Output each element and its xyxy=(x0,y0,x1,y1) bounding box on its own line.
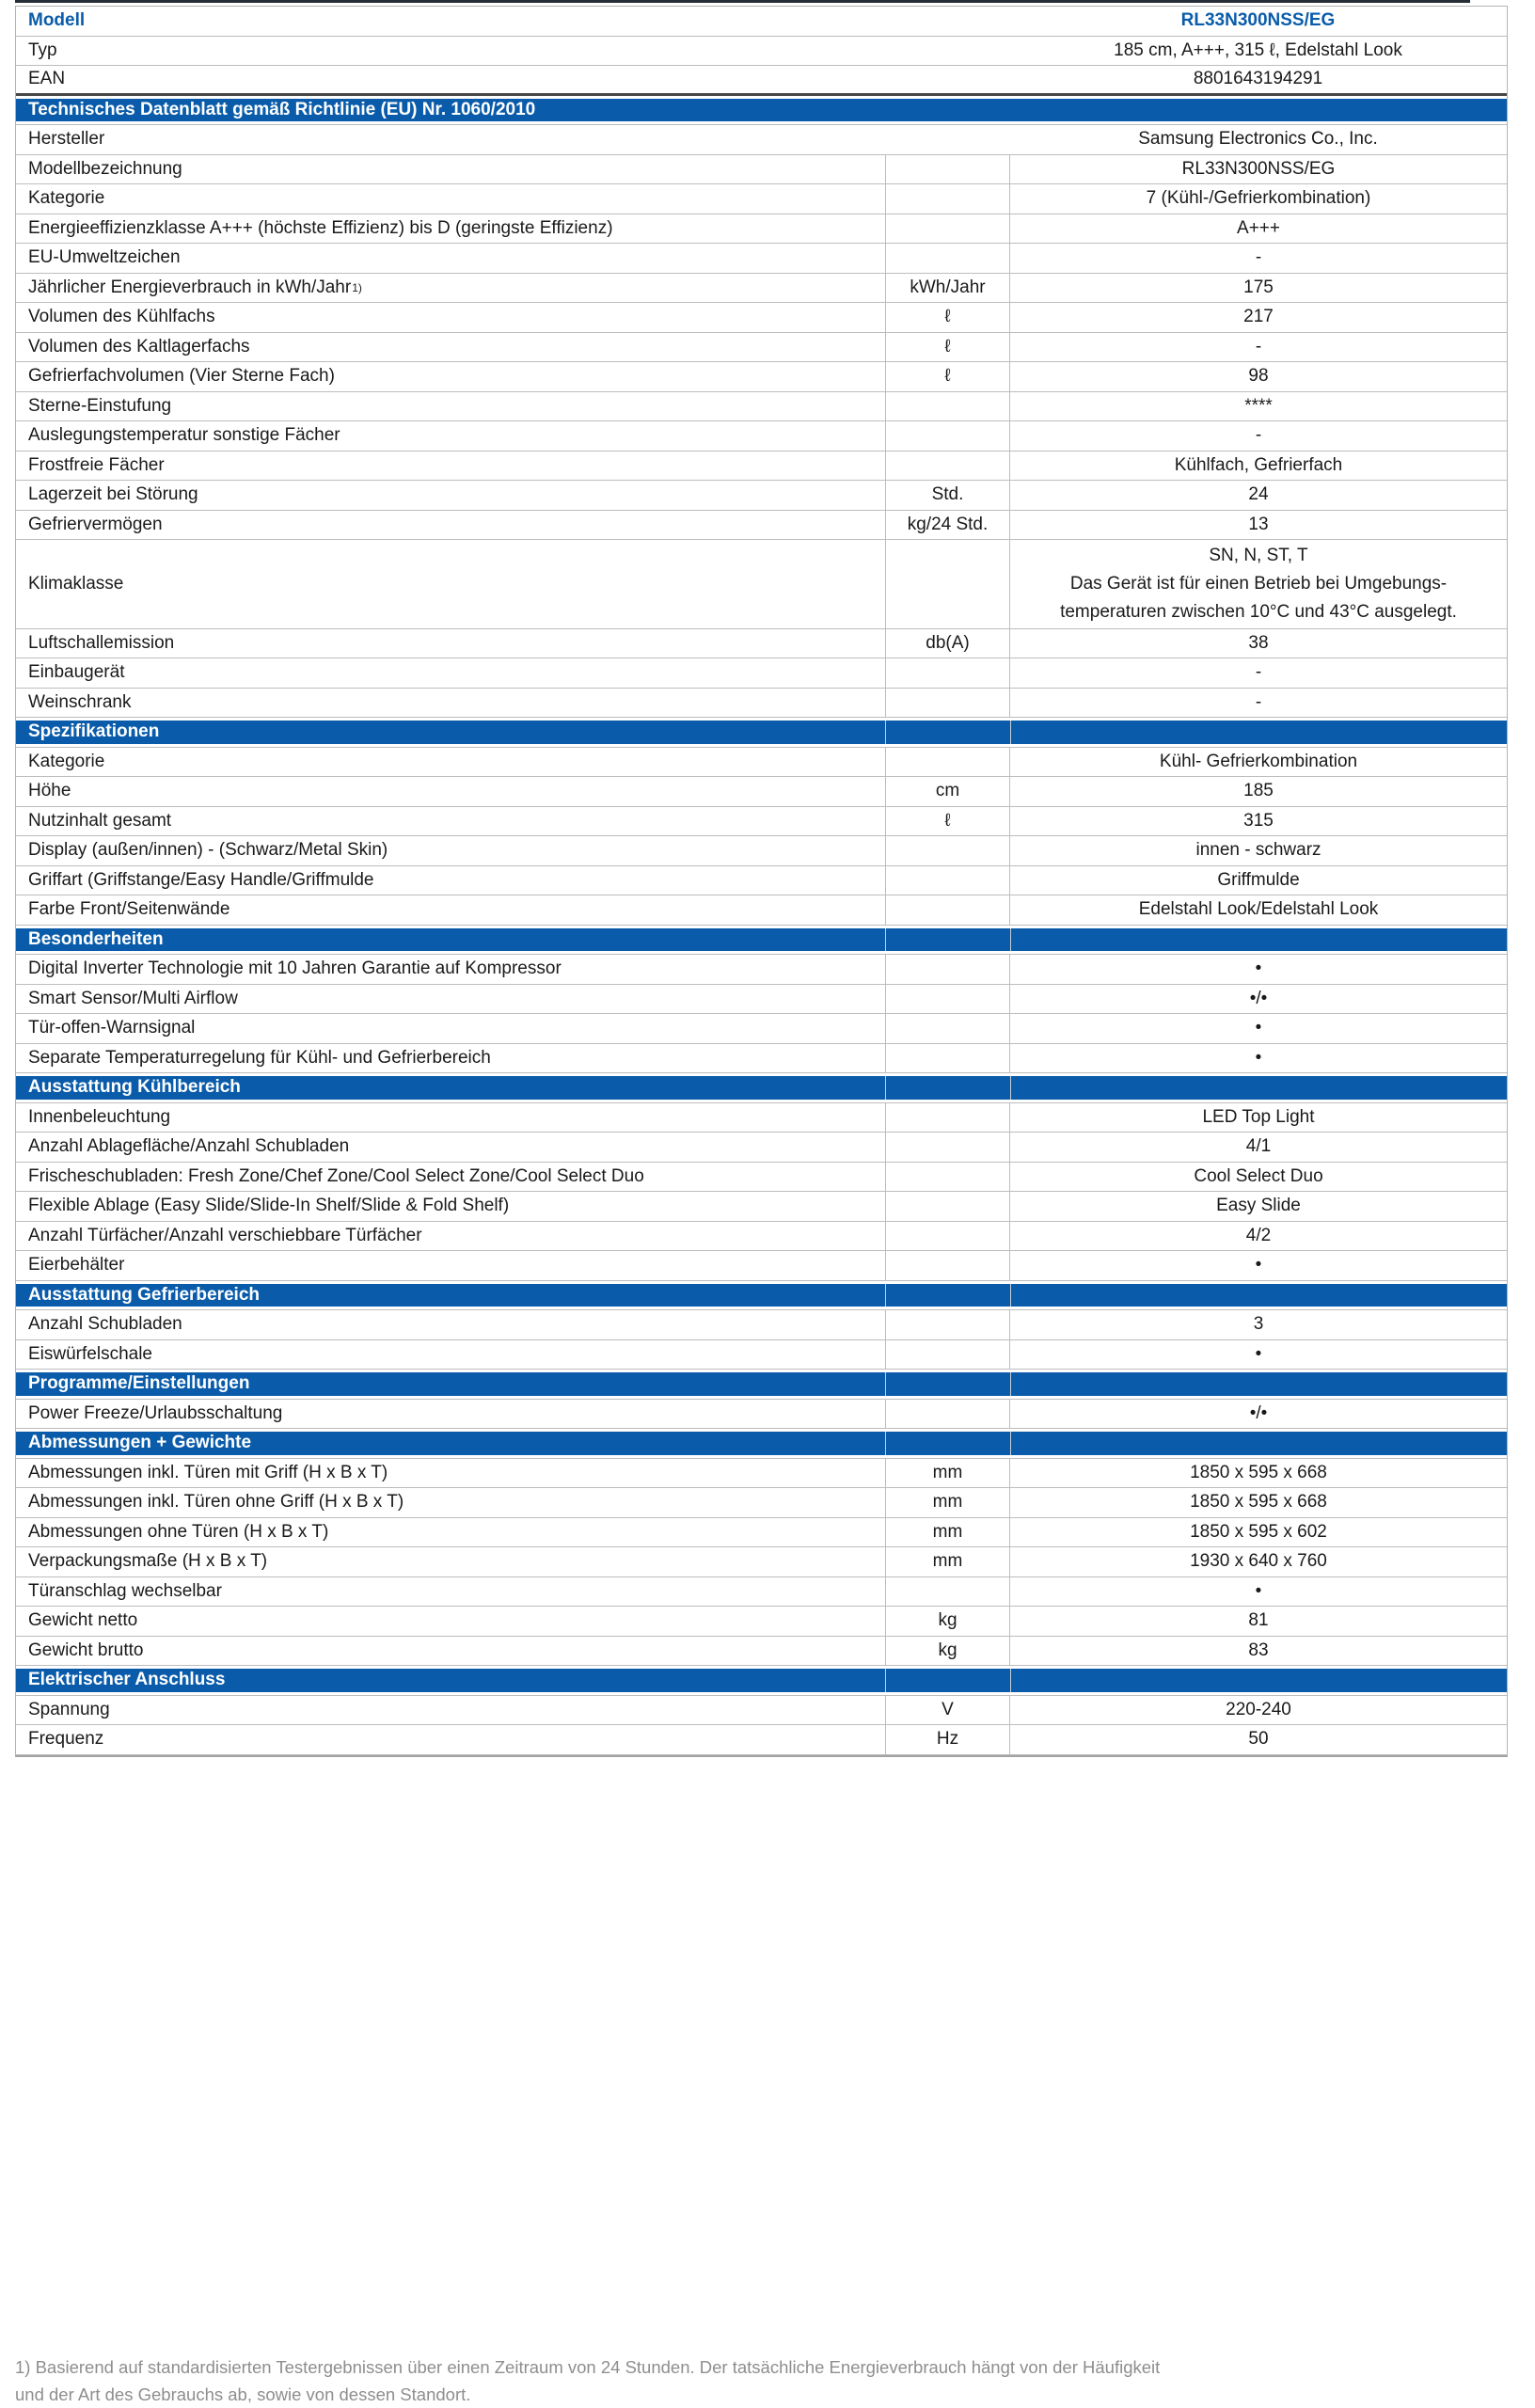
table-row xyxy=(16,748,1507,778)
section-header-row xyxy=(16,1666,1507,1696)
row-unit xyxy=(885,184,1009,214)
row-label: Weinschrank xyxy=(28,691,132,712)
row-value: 3 xyxy=(1009,1310,1507,1339)
section-header-label: Ausstattung Gefrierbereich xyxy=(16,1284,1507,1307)
row-label: Frischeschubladen: Fresh Zone/Chef Zone/Cool Select Zone/Cool Select Duo xyxy=(28,1165,644,1186)
row-unit: kWh/Jahr xyxy=(885,274,1009,303)
row-unit: ℓ xyxy=(885,807,1009,836)
footnote xyxy=(15,2353,1160,2408)
row-unit xyxy=(885,1044,1009,1073)
spec-table xyxy=(15,6,1508,1757)
row-label: Gewicht netto xyxy=(28,1610,138,1631)
section-header-row xyxy=(16,1281,1507,1311)
row-value: • xyxy=(1009,1340,1507,1370)
table-row xyxy=(16,1044,1507,1074)
row-value: Griffmulde xyxy=(1009,866,1507,895)
row-label: Türanschlag wechselbar xyxy=(28,1580,222,1601)
row-value: • xyxy=(1009,955,1507,984)
row-label: Verpackungsmaße (H x B x T) xyxy=(28,1551,268,1572)
table-row xyxy=(16,7,1507,37)
row-unit: kg xyxy=(885,1607,1009,1636)
column-divider xyxy=(885,1669,886,1692)
row-label: Anzahl Ablagefläche/Anzahl Schubladen xyxy=(28,1136,350,1157)
row-unit xyxy=(885,1251,1009,1280)
footnote-line-2: und der Art des Gebrauchs ab, sowie von dessen Standort. xyxy=(15,2384,471,2404)
row-value: A+++ xyxy=(1009,214,1507,244)
column-divider xyxy=(1010,928,1011,952)
row-label: Hersteller xyxy=(28,129,105,150)
table-row xyxy=(16,1340,1507,1370)
footnote-line-1: 1) Basierend auf standardisierten Testergebnissen über einen Zeitraum von 24 Stunden. Der tatsächliche Energieverbrauch hängt von der Häufigkeit xyxy=(15,2357,1161,2377)
row-label: Gefriervermögen xyxy=(28,514,163,534)
row-value: 1850 x 595 x 668 xyxy=(1009,1488,1507,1517)
row-value: 1850 x 595 x 668 xyxy=(1009,1459,1507,1488)
column-divider xyxy=(885,1372,886,1396)
row-label: Spannung xyxy=(28,1699,110,1719)
row-label: Modellbezeichnung xyxy=(28,158,182,179)
row-label: Eiswürfelschale xyxy=(28,1343,152,1364)
row-label: Volumen des Kaltlagerfachs xyxy=(28,336,250,356)
table-row xyxy=(16,985,1507,1015)
row-unit xyxy=(885,7,1009,36)
row-label: Luftschallemission xyxy=(28,632,175,653)
section-header-row xyxy=(16,718,1507,748)
row-value: 98 xyxy=(1009,362,1507,391)
row-value: • xyxy=(1009,1251,1507,1280)
table-row xyxy=(16,421,1507,452)
table-row xyxy=(16,1133,1507,1163)
row-unit: db(A) xyxy=(885,629,1009,658)
row-value: 1930 x 640 x 760 xyxy=(1009,1547,1507,1576)
table-row xyxy=(16,866,1507,896)
row-value: 83 xyxy=(1009,1637,1507,1666)
row-label: Tür-offen-Warnsignal xyxy=(28,1018,196,1038)
row-value: RL33N300NSS/EG xyxy=(1009,155,1507,184)
row-label: Volumen des Kühlfachs xyxy=(28,307,215,327)
table-row xyxy=(16,777,1507,807)
row-label: Sterne-Einstufung xyxy=(28,395,172,416)
row-label: Nutzinhalt gesamt xyxy=(28,810,172,831)
table-row xyxy=(16,955,1507,985)
table-row xyxy=(16,1459,1507,1489)
row-value-line: temperaturen zwischen 10°C und 43°C ausgelegt. xyxy=(1060,601,1457,622)
row-unit xyxy=(885,985,1009,1014)
row-label: Anzahl Türfächer/Anzahl verschiebbare Türfächer xyxy=(28,1225,422,1245)
table-row xyxy=(16,244,1507,274)
table-row xyxy=(16,155,1507,185)
row-value: 185 xyxy=(1009,777,1507,806)
table-row xyxy=(16,1518,1507,1548)
table-row xyxy=(16,1637,1507,1667)
section-header-label: Programme/Einstellungen xyxy=(16,1372,1507,1396)
table-row xyxy=(16,1400,1507,1430)
row-label: EU-Umweltzeichen xyxy=(28,247,181,268)
row-label: Digital Inverter Technologie mit 10 Jahren Garantie auf Kompressor xyxy=(28,958,562,979)
row-unit: ℓ xyxy=(885,333,1009,362)
row-label: Abmessungen inkl. Türen mit Griff (H x B x T) xyxy=(28,1462,388,1482)
row-label: Abmessungen inkl. Türen ohne Griff (H x B x T) xyxy=(28,1492,404,1513)
section-header-row xyxy=(16,1073,1507,1103)
row-value-line: SN, N, ST, T xyxy=(1209,545,1308,565)
row-value: 8801643194291 xyxy=(1193,69,1323,89)
row-unit xyxy=(885,37,1009,66)
row-unit xyxy=(885,658,1009,688)
row-value: 185 cm, A+++, 315 ℓ, Edelstahl Look xyxy=(1114,40,1402,60)
table-row xyxy=(16,303,1507,333)
row-value: Edelstahl Look/Edelstahl Look xyxy=(1009,895,1507,925)
section-header-row xyxy=(16,926,1507,956)
table-row xyxy=(16,125,1507,155)
table-row xyxy=(16,37,1507,67)
row-unit xyxy=(885,748,1009,777)
table-row xyxy=(16,184,1507,214)
table-row xyxy=(16,1577,1507,1608)
row-value xyxy=(1009,540,1507,628)
table-row xyxy=(16,1014,1507,1044)
row-unit xyxy=(885,392,1009,421)
row-unit xyxy=(885,452,1009,481)
row-label: Kategorie xyxy=(28,751,105,771)
row-unit xyxy=(885,866,1009,895)
row-label: Auslegungstemperatur sonstige Fächer xyxy=(28,425,340,446)
row-label: Frostfreie Fächer xyxy=(28,454,165,475)
row-value: • xyxy=(1009,1577,1507,1607)
row-value: - xyxy=(1009,333,1507,362)
row-value: RL33N300NSS/EG xyxy=(1180,10,1336,31)
table-row xyxy=(16,392,1507,422)
row-unit: mm xyxy=(885,1488,1009,1517)
row-unit xyxy=(885,836,1009,865)
row-label: Abmessungen ohne Türen (H x B x T) xyxy=(28,1521,329,1542)
section-header-label: Ausstattung Kühlbereich xyxy=(16,1076,1507,1100)
row-value: Kühl- Gefrierkombination xyxy=(1009,748,1507,777)
row-unit: Hz xyxy=(885,1725,1009,1754)
row-unit: kg xyxy=(885,1637,1009,1666)
row-value: LED Top Light xyxy=(1009,1103,1507,1133)
row-unit: cm xyxy=(885,777,1009,806)
row-label: Eierbehälter xyxy=(28,1255,125,1275)
row-unit: Std. xyxy=(885,481,1009,510)
row-unit xyxy=(885,540,1009,628)
row-label: Typ xyxy=(28,40,57,60)
row-value: •/• xyxy=(1009,1400,1507,1429)
table-row xyxy=(16,333,1507,363)
cropped-header-remnant xyxy=(15,0,1470,3)
row-value: - xyxy=(1009,689,1507,718)
table-row xyxy=(16,1310,1507,1340)
row-value: 7 (Kühl-/Gefrierkombination) xyxy=(1009,184,1507,214)
row-label: Modell xyxy=(28,10,86,31)
table-row xyxy=(16,511,1507,541)
row-value: - xyxy=(1009,658,1507,688)
row-value: 50 xyxy=(1009,1725,1507,1754)
table-row xyxy=(16,1725,1507,1755)
row-value: - xyxy=(1009,421,1507,451)
row-label: Klimaklasse xyxy=(28,573,124,594)
row-unit xyxy=(885,1103,1009,1133)
section-header-label: Technisches Datenblatt gemäß Richtlinie (EU) Nr. 1060/2010 xyxy=(16,99,1507,122)
row-unit xyxy=(885,1133,1009,1162)
row-label: Gefrierfachvolumen (Vier Sterne Fach) xyxy=(28,366,335,387)
row-unit: ℓ xyxy=(885,303,1009,332)
row-label: Lagerzeit bei Störung xyxy=(28,484,198,505)
row-unit xyxy=(885,689,1009,718)
row-value: 217 xyxy=(1009,303,1507,332)
row-label: Farbe Front/Seitenwände xyxy=(28,899,230,920)
row-value: Cool Select Duo xyxy=(1009,1163,1507,1192)
row-label: Flexible Ablage (Easy Slide/Slide-In Shelf/Slide & Fold Shelf) xyxy=(28,1196,510,1216)
column-divider xyxy=(1010,1372,1011,1396)
row-unit xyxy=(885,1192,1009,1221)
column-divider xyxy=(1010,1669,1011,1692)
column-divider xyxy=(1010,1432,1011,1455)
table-row xyxy=(16,481,1507,511)
row-value: 220-240 xyxy=(1009,1696,1507,1725)
row-value: 175 xyxy=(1009,274,1507,303)
row-value: **** xyxy=(1009,392,1507,421)
row-value: Easy Slide xyxy=(1009,1192,1507,1221)
row-label: EAN xyxy=(28,69,66,89)
row-label: Anzahl Schubladen xyxy=(28,1314,182,1335)
row-value-line: Das Gerät ist für einen Betrieb bei Umgebungs- xyxy=(1069,573,1448,594)
row-value: 4/2 xyxy=(1009,1222,1507,1251)
row-value: 4/1 xyxy=(1009,1133,1507,1162)
row-label: Gewicht brutto xyxy=(28,1640,144,1660)
row-value: 24 xyxy=(1009,481,1507,510)
row-unit: V xyxy=(885,1696,1009,1725)
table-row xyxy=(16,1488,1507,1518)
row-unit: mm xyxy=(885,1547,1009,1576)
table-row xyxy=(16,214,1507,245)
column-divider xyxy=(1010,721,1011,744)
row-label: Display (außen/innen) - (Schwarz/Metal Skin) xyxy=(28,840,388,861)
row-label: Innenbeleuchtung xyxy=(28,1106,171,1127)
column-divider xyxy=(885,928,886,952)
row-value: 1850 x 595 x 602 xyxy=(1009,1518,1507,1547)
table-row xyxy=(16,1607,1507,1637)
table-row xyxy=(16,1192,1507,1222)
row-unit xyxy=(885,214,1009,244)
row-label: Power Freeze/Urlaubsschaltung xyxy=(28,1402,283,1423)
section-header-label: Spezifikationen xyxy=(16,721,1507,744)
table-row xyxy=(16,274,1507,304)
row-unit xyxy=(885,66,1009,93)
row-label: Höhe xyxy=(28,781,71,801)
section-header-row xyxy=(16,96,1507,126)
column-divider xyxy=(885,1432,886,1455)
row-unit xyxy=(885,1222,1009,1251)
row-label: Smart Sensor/Multi Airflow xyxy=(28,988,238,1008)
row-unit xyxy=(885,1310,1009,1339)
row-unit xyxy=(885,1340,1009,1370)
table-row xyxy=(16,1163,1507,1193)
row-unit xyxy=(885,1014,1009,1043)
section-header-label: Elektrischer Anschluss xyxy=(16,1669,1507,1692)
row-unit xyxy=(885,244,1009,273)
row-unit: mm xyxy=(885,1518,1009,1547)
table-row xyxy=(16,1251,1507,1281)
row-value: •/• xyxy=(1009,985,1507,1014)
row-label: Energieeffizienzklasse A+++ (höchste Effizienz) bis D (geringste Effizienz) xyxy=(28,217,613,238)
table-row xyxy=(16,689,1507,719)
table-row xyxy=(16,836,1507,866)
table-row xyxy=(16,452,1507,482)
section-header-label: Abmessungen + Gewichte xyxy=(16,1432,1507,1455)
row-unit xyxy=(885,1400,1009,1429)
row-unit: ℓ xyxy=(885,362,1009,391)
row-unit xyxy=(885,1163,1009,1192)
column-divider xyxy=(1010,1076,1011,1100)
table-row xyxy=(16,658,1507,689)
row-value: • xyxy=(1009,1014,1507,1043)
row-unit: kg/24 Std. xyxy=(885,511,1009,540)
column-divider xyxy=(1010,1284,1011,1307)
table-row xyxy=(16,362,1507,392)
section-header-row xyxy=(16,1429,1507,1459)
row-value: innen - schwarz xyxy=(1009,836,1507,865)
row-value: 315 xyxy=(1009,807,1507,836)
row-label: Einbaugerät xyxy=(28,662,125,683)
row-label: Jährlicher Energieverbrauch in kWh/Jahr 1) xyxy=(28,277,362,297)
row-value: Samsung Electronics Co., Inc. xyxy=(1138,129,1378,150)
row-value: 38 xyxy=(1009,629,1507,658)
row-label: Kategorie xyxy=(28,188,105,209)
row-unit xyxy=(885,125,1009,154)
column-divider xyxy=(885,721,886,744)
row-unit xyxy=(885,155,1009,184)
row-unit xyxy=(885,1577,1009,1607)
row-label: Separate Temperaturregelung für Kühl- und Gefrierbereich xyxy=(28,1047,491,1068)
row-unit: mm xyxy=(885,1459,1009,1488)
row-value: - xyxy=(1009,244,1507,273)
table-row xyxy=(16,807,1507,837)
table-row xyxy=(16,1696,1507,1726)
table-row xyxy=(16,66,1507,96)
column-divider xyxy=(885,1076,886,1100)
row-value: 81 xyxy=(1009,1607,1507,1636)
row-value: • xyxy=(1009,1044,1507,1073)
row-label: Griffart (Griffstange/Easy Handle/Griffmulde xyxy=(28,869,374,890)
row-value: Kühlfach, Gefrierfach xyxy=(1009,452,1507,481)
table-row xyxy=(16,895,1507,926)
table-row xyxy=(16,629,1507,659)
row-label: Frequenz xyxy=(28,1729,104,1750)
section-header-label: Besonderheiten xyxy=(16,928,1507,952)
column-divider xyxy=(885,1284,886,1307)
row-value: 13 xyxy=(1009,511,1507,540)
section-header-row xyxy=(16,1370,1507,1400)
row-unit xyxy=(885,421,1009,451)
table-row xyxy=(16,1547,1507,1577)
table-row xyxy=(16,1103,1507,1133)
table-row xyxy=(16,1222,1507,1252)
row-unit xyxy=(885,955,1009,984)
row-unit xyxy=(885,895,1009,925)
table-row xyxy=(16,540,1507,629)
